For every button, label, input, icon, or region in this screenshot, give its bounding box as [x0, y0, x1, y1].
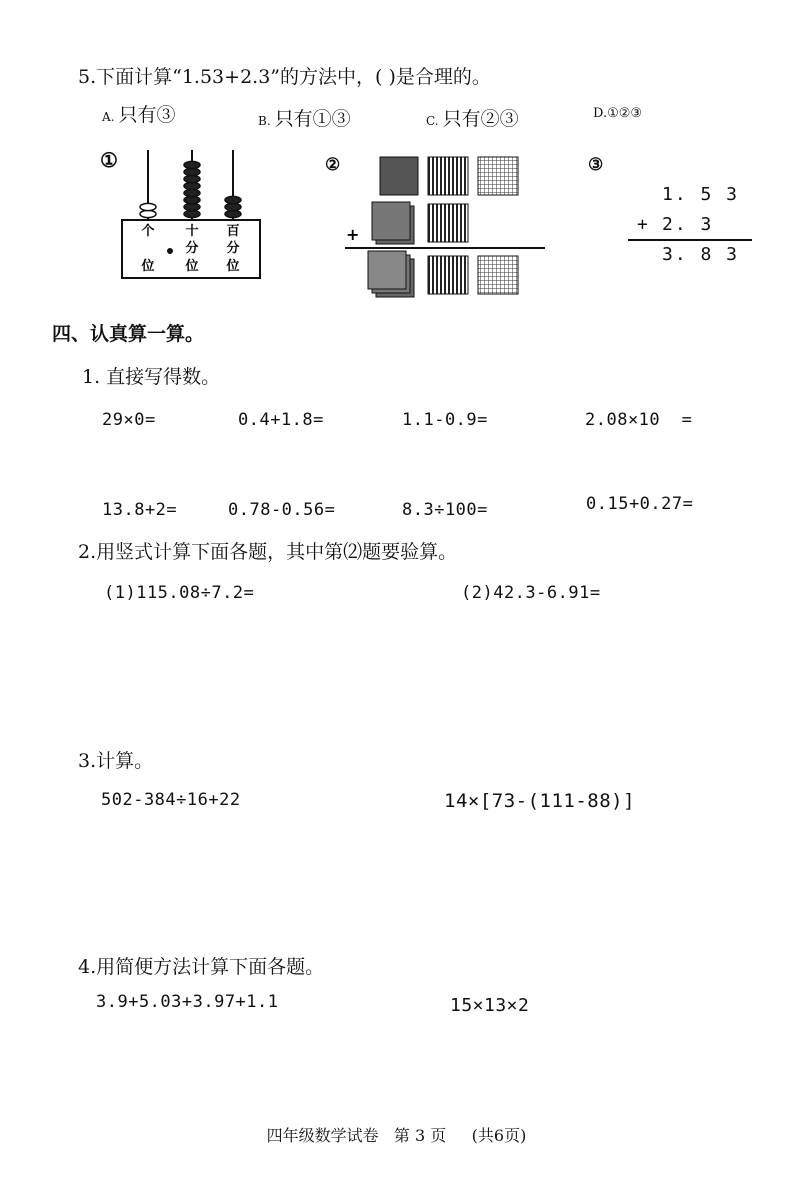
abacus-bead: [140, 203, 156, 210]
abacus-bead: [184, 203, 200, 210]
q5-option-a: [102, 100, 176, 127]
option-letter: C.: [426, 114, 439, 128]
option-letter: B.: [258, 114, 271, 128]
abacus-bead: [225, 203, 241, 210]
option-letter: A.: [102, 110, 115, 124]
sub2-title: 2.用竖式计算下面各题，其中第⑵题要验算。: [78, 541, 458, 563]
col1-label-2: 位: [141, 259, 155, 274]
tenths-strips: [428, 204, 468, 242]
abacus-bead: [184, 175, 200, 182]
fig1-marker: ①: [100, 148, 118, 172]
abacus-beads: [140, 161, 241, 217]
page-footer: 四年级数学试卷 第 3 页 (共6页): [266, 1126, 527, 1145]
q5-option-b: [258, 104, 351, 131]
sub3-title: 3.计算。: [78, 750, 154, 772]
abacus-bead: [184, 210, 200, 217]
q5-option-d: [593, 106, 642, 121]
mental-math-item: 29×0=: [102, 410, 156, 430]
col2-label-1: 十: [185, 224, 199, 239]
simplify-item: 15×13×2: [450, 995, 530, 1016]
col2-label-2: 分: [185, 241, 199, 256]
abacus-bead: [225, 210, 241, 217]
tenths-strips: [428, 157, 468, 195]
vertical-sum-line: [628, 239, 752, 241]
whole-square: [372, 202, 410, 240]
option-text: 只有②③: [442, 108, 519, 130]
mental-math-item: 1.1-0.9=: [402, 410, 488, 430]
calc-item: 502-384÷16+22: [101, 790, 241, 810]
col3-label-2: 分: [226, 241, 240, 256]
q5-option-c: [426, 104, 519, 131]
simplify-item: 3.9+5.03+3.97+1.1: [96, 992, 279, 1012]
abacus-bead: [184, 182, 200, 189]
abacus-bead: [225, 196, 241, 203]
hundredths-grid: [478, 256, 518, 294]
option-text: 只有①③: [274, 108, 351, 130]
vertical-row-2: 2. 3: [662, 214, 714, 235]
mental-math-item: 2.08×10 =: [585, 410, 693, 430]
plus-sign: +: [346, 225, 360, 244]
abacus-figure: [115, 145, 270, 285]
vertical-row-1: 1. 5 3: [662, 184, 740, 205]
mental-math-item: 0.4+1.8=: [238, 410, 324, 430]
q5-prompt: 5.下面计算“1.53+2.3”的方法中，( )是合理的。: [78, 66, 491, 88]
vertical-plus: +: [637, 214, 648, 235]
decimal-point: [167, 248, 173, 254]
abacus-bead: [184, 168, 200, 175]
column-calc-item: (2)42.3-6.91=: [461, 583, 601, 603]
col3-label-1: 百: [226, 224, 240, 239]
mental-math-item: 13.8+2=: [102, 500, 178, 520]
col2-label-3: 位: [185, 259, 199, 274]
option-text: 只有③: [118, 104, 176, 126]
grid-blocks-figure: [340, 152, 550, 302]
mental-math-item: 0.15+0.27=: [586, 494, 694, 514]
sub1-title: 1. 直接写得数。: [82, 366, 221, 388]
column-calc-item: (1)115.08÷7.2=: [104, 583, 255, 603]
vertical-result: 3. 8 3: [662, 244, 740, 265]
abacus-bead: [140, 210, 156, 217]
whole-square: [368, 251, 406, 289]
option-letter: D.: [593, 106, 608, 121]
fig2-marker: ②: [325, 155, 341, 175]
section-title: 四、认真算一算。: [52, 323, 205, 345]
mental-math-item: 0.78-0.56=: [228, 500, 336, 520]
sub4-title: 4.用简便方法计算下面各题。: [78, 956, 325, 978]
fig3-marker: ③: [588, 155, 604, 175]
tenths-strips: [428, 256, 468, 294]
col3-label-3: 位: [226, 259, 240, 274]
hundredths-grid: [478, 157, 518, 195]
option-text: ①②③: [607, 106, 643, 121]
mental-math-item: 8.3÷100=: [402, 500, 488, 520]
col1-label-1: 个: [141, 224, 155, 239]
whole-square: [380, 157, 418, 195]
abacus-bead: [184, 189, 200, 196]
abacus-bead: [184, 161, 200, 168]
abacus-bead: [184, 196, 200, 203]
calc-item: 14×[73-(111-88)]: [444, 790, 636, 812]
